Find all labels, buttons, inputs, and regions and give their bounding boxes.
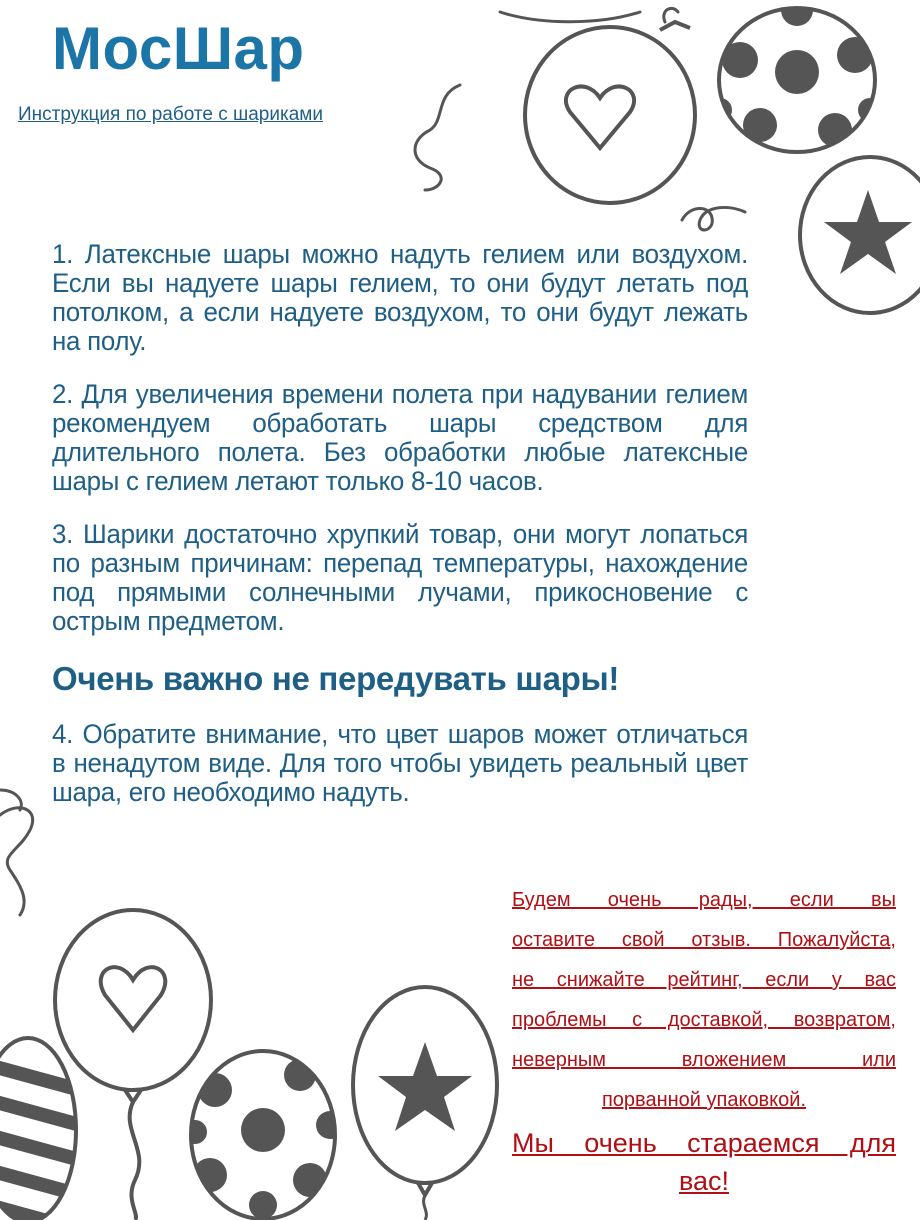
polka-dot-balloon-icon <box>708 0 882 152</box>
striped-balloon-icon <box>0 1038 80 1220</box>
closing-line: Мы очень стараемся для <box>512 1128 896 1158</box>
important-note: Очень важно не передувать шары! <box>52 660 620 697</box>
heart-balloon-icon <box>55 910 211 1220</box>
review-request <box>512 880 896 1200</box>
swirl-string-icon <box>415 8 745 230</box>
instruction-2: 2. Для увеличения времени полета при надувании гелием рекомендуем обработать шары средством для длительного полета. Без обработки любые латексные шары с гелием летают только 8-10 часов. <box>52 379 748 496</box>
closing-line: вас! <box>678 1166 730 1196</box>
review-line: Будем очень рады, если вы <box>512 889 896 911</box>
instruction-4: 4. Обратите внимание, что цвет шаров может отличаться в ненадутом виде. Для того чтобы увидеть реальный цвет шара, его необходимо надуть. <box>52 719 748 807</box>
star-balloon-icon <box>353 987 497 1220</box>
review-line: проблемы с доставкой, возвратом, <box>512 1009 896 1031</box>
heart-balloon-icon <box>525 22 695 203</box>
star-balloon-icon <box>800 157 920 313</box>
instruction-3: 3. Шарики достаточно хрупкий товар, они могут лопаться по разным причинам: перепад температуры, нахождение под прямыми солнечными лучами, прикосновение с острым предметом. <box>52 519 748 636</box>
instruction-1: 1. Латексные шары можно надуть гелием или воздухом. Если вы надуете шары гелием, то они будут летать под потолком, а если надуете воздухом, то они будут лежать на полу. <box>52 239 748 356</box>
review-line: порванной упаковкой. <box>601 1089 807 1111</box>
brand-logo: МосШар <box>52 15 305 82</box>
swirl-string-icon <box>0 790 33 915</box>
review-line: неверным вложением или <box>512 1049 896 1071</box>
polka-dot-balloon-icon <box>183 1051 344 1219</box>
page-subtitle: Инструкция по работе с шариками <box>18 104 323 125</box>
instructions <box>52 240 777 831</box>
review-line: оставите свой отзыв. Пожалуйста, <box>512 929 896 951</box>
review-line: не снижайте рейтинг, если у вас <box>512 969 896 991</box>
